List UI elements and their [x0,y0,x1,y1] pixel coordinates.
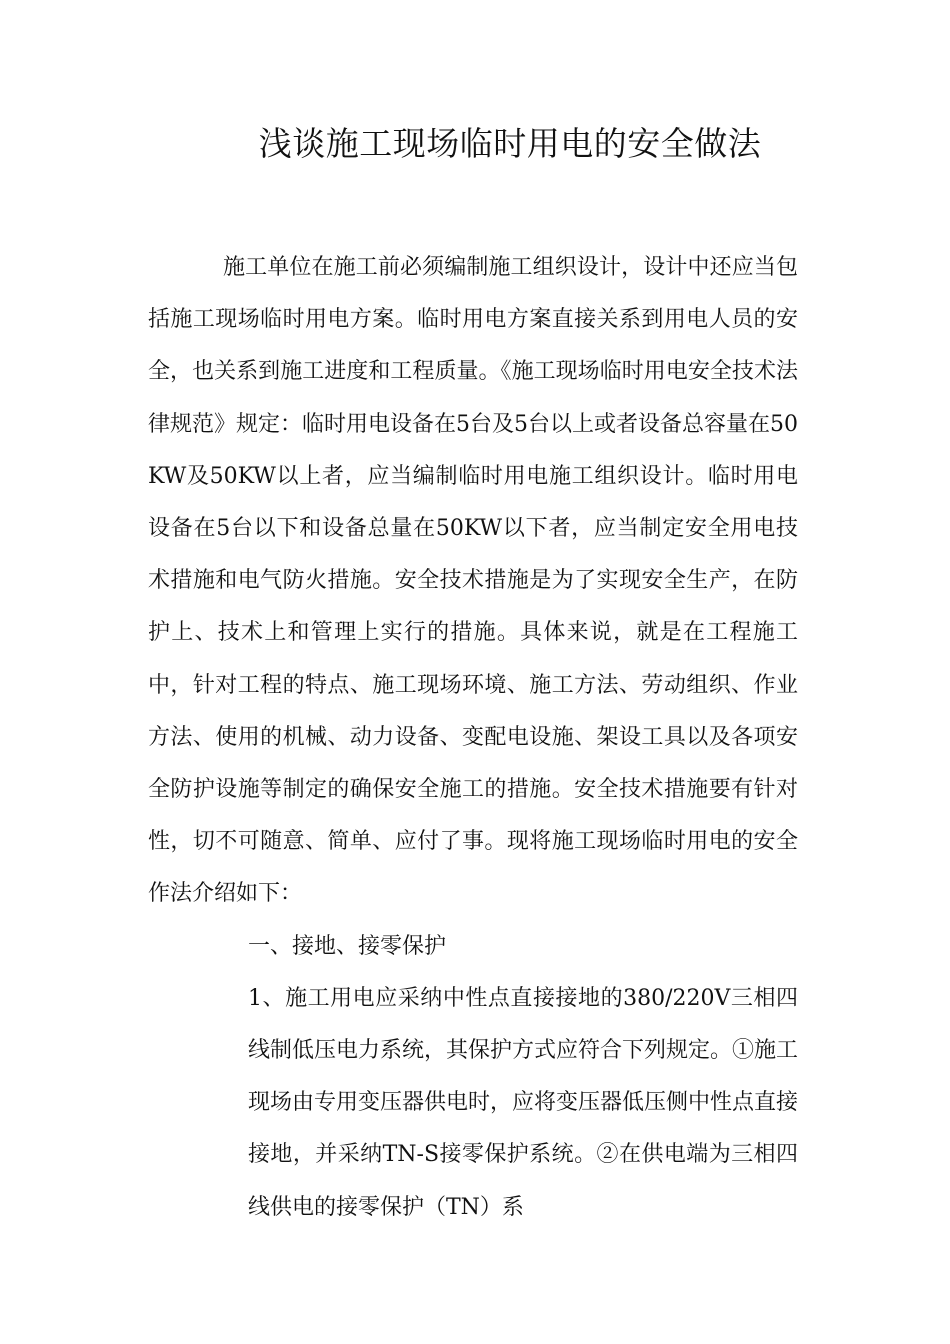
document-title: 浅谈施工现场临时用电的安全做法 [258,124,762,163]
section-heading-grounding: 一、接地、接零保护 [248,933,447,959]
document-body [148,242,798,1234]
paragraph-item-1: 1、施工用电应采纳中性点直接接地的380/220V三相四线制低压电力系统，其保护方式应符合下列规定。①施工现场由专用变压器供电时，应将变压器低压侧中性点直接接地，并采纳TN-S接零保护系统。②在供电端为三相四线供电的接零保护（TN）系 [248,985,799,1220]
paragraph-intro: 施工单位在施工前必须编制施工组织设计，设计中还应当包括施工现场临时用电方案。临时用电方案直接关系到用电人员的安全，也关系到施工进度和工程质量。《施工现场临时用电安全技术法律规范》规定：临时用电设备在5台及5台以上或者设备总容量在50KW及50KW以上者，应当编制临时用电施工组织设计。临时用电设备在5台以下和设备总量在50KW以下者，应当制定安全用电技术措施和电气防火措施。安全技术措施是为了实现安全生产，在防护上、技术上和管理上实行的措施。具体来说，就是在工程施工中，针对工程的特点、施工现场环境、施工方法、劳动组织、作业方法、使用的机械、动力设备、变配电设施、架设工具以及各项安全防护设施等制定的确保安全施工的措施。安全技术措施要有针对性，切不可随意、简单、应付了事。现将施工现场临时用电的安全作法介绍如下： [148,255,798,907]
